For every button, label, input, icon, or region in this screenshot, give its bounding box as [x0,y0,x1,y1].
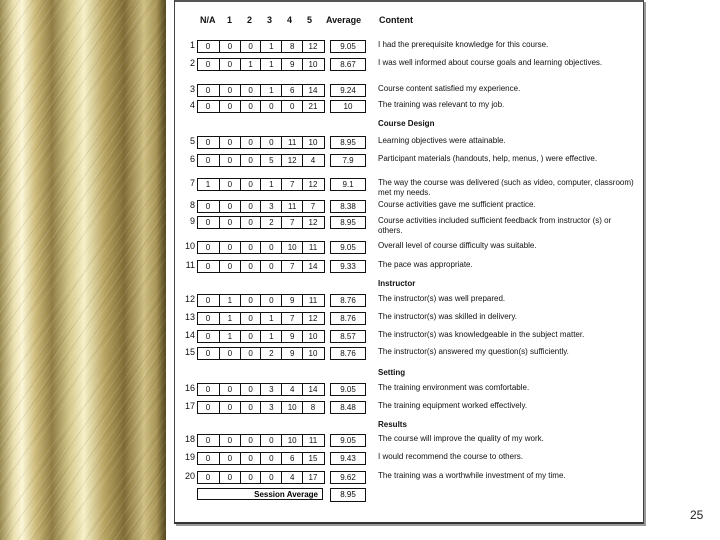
rating-count-cell: 1 [219,313,240,324]
rating-count-cell: 7 [281,179,302,190]
rating-count-cell: 0 [240,85,261,96]
section-results: Results [378,420,407,429]
section-setting: Setting [378,368,406,377]
rating-count-cell: 0 [219,59,240,70]
question-number: 16 [184,383,195,393]
rating-count-cell: 0 [240,402,261,413]
question-average: 8.48 [330,401,366,414]
rating-counts [197,401,325,414]
question-average: 9.1 [330,178,366,191]
question-number: 4 [189,100,195,110]
rating-count-cell: 0 [240,217,261,228]
header-content: Content [379,15,413,25]
rating-count-cell: 0 [240,155,261,166]
rating-count-cell: 11 [281,137,302,148]
question-text: Participant materials (handouts, help, menus, ) were effective. [378,154,598,163]
page-number: 25 [690,508,704,522]
rating-count-cell: 0 [219,201,240,212]
rating-count-cell: 0 [219,217,240,228]
rating-count-cell: 0 [205,86,211,95]
question-average: 8.76 [330,347,366,360]
question-number: 1 [189,40,195,50]
rating-counts [197,312,325,325]
rating-count-cell: 10 [302,59,323,70]
question-average: 8.95 [330,216,366,229]
rating-count-cell: 9 [281,331,302,342]
rating-count-cell: 0 [240,261,261,272]
rating-count-cell: 17 [302,472,323,483]
question-number: 3 [189,84,195,94]
rating-count-cell: 2 [260,348,281,359]
drape-shadow [156,0,166,540]
rating-count-cell: 0 [205,138,211,147]
rating-count-cell: 0 [240,453,261,464]
rating-count-cell: 6 [281,453,302,464]
question-text: The pace was appropriate. [378,260,473,269]
rating-counts [197,200,325,213]
question-number: 8 [189,200,195,210]
rating-count-cell: 0 [260,261,281,272]
rating-count-cell: 1 [205,180,211,189]
rating-counts [197,471,325,484]
rating-count-cell: 2 [260,217,281,228]
rating-count-cell: 0 [219,242,240,253]
rating-count-cell: 0 [219,101,240,112]
rating-count-cell: 0 [219,472,240,483]
rating-count-cell: 0 [240,179,261,190]
rating-counts [197,294,325,307]
drape-texture [0,0,166,540]
rating-counts [197,452,325,465]
question-text: Learning objectives were attainable. [378,136,506,145]
rating-count-cell: 1 [260,59,281,70]
question-average: 9.33 [330,260,366,273]
question-number: 6 [189,154,195,164]
question-number: 11 [185,260,195,270]
rating-count-cell: 0 [260,453,281,464]
rating-count-cell: 3 [260,384,281,395]
rating-counts [197,260,325,273]
rating-count-cell: 4 [281,384,302,395]
rating-count-cell: 1 [240,59,261,70]
rating-count-cell: 12 [302,179,323,190]
rating-count-cell: 0 [240,384,261,395]
question-number: 12 [184,294,195,304]
rating-count-cell: 0 [219,155,240,166]
rating-count-cell: 11 [302,295,323,306]
question-number: 5 [189,136,195,146]
rating-count-cell: 7 [302,201,323,212]
rating-count-cell: 15 [302,453,323,464]
question-average: 8.38 [330,200,366,213]
rating-count-cell: 0 [240,348,261,359]
rating-count-cell: 0 [260,137,281,148]
question-text: I would recommend the course to others. [378,452,523,461]
rating-count-cell: 1 [260,331,281,342]
rating-count-cell: 4 [281,472,302,483]
rating-count-cell: 0 [240,137,261,148]
question-text: The training equipment worked effectively. [378,401,528,410]
rating-count-cell: 0 [205,218,211,227]
rating-count-cell: 11 [302,242,323,253]
question-text: Overall level of course difficulty was suitable. [378,241,537,250]
rating-count-cell: 12 [302,41,323,52]
rating-count-cell: 0 [205,473,211,482]
question-average: 9.05 [330,40,366,53]
rating-counts [197,241,325,254]
rating-count-cell: 8 [302,402,323,413]
rating-count-cell: 0 [205,60,211,69]
rating-count-cell: 9 [281,348,302,359]
question-average: 10 [330,100,366,113]
rating-counts [197,58,325,71]
rating-count-cell: 10 [302,137,323,148]
rating-count-cell: 7 [281,261,302,272]
rating-count-cell: 0 [205,243,211,252]
rating-count-cell: 9 [281,59,302,70]
rating-count-cell: 0 [240,201,261,212]
question-average: 8.95 [330,136,366,149]
rating-count-cell: 1 [219,331,240,342]
rating-count-cell: 14 [302,261,323,272]
rating-count-cell: 0 [219,453,240,464]
rating-count-cell: 0 [240,472,261,483]
question-number: 13 [184,312,195,322]
rating-count-cell: 10 [281,402,302,413]
rating-count-cell: 0 [281,101,302,112]
rating-count-cell: 0 [219,261,240,272]
rating-count-cell: 0 [240,331,261,342]
rating-count-cell: 0 [219,402,240,413]
rating-counts [197,154,325,167]
question-average: 9.24 [330,84,366,97]
question-text: The instructor(s) was knowledgeable in the subject matter. [378,330,585,339]
question-average: 7.9 [330,154,366,167]
rating-count-cell: 1 [260,85,281,96]
rating-count-cell: 0 [240,313,261,324]
rating-count-cell: 1 [260,41,281,52]
question-number: 9 [189,216,195,226]
rating-count-cell: 3 [260,201,281,212]
rating-count-cell: 0 [240,242,261,253]
question-average: 9.05 [330,383,366,396]
section-instructor: Instructor [378,279,416,288]
question-text: The training environment was comfortable. [378,383,530,392]
rating-count-cell: 10 [302,348,323,359]
rating-count-cell: 0 [205,202,211,211]
rating-count-cell: 0 [240,435,261,446]
question-number: 15 [184,347,195,357]
rating-count-cell: 0 [205,403,211,412]
rating-count-cell: 5 [260,155,281,166]
rating-count-cell: 0 [260,295,281,306]
question-average: 9.62 [330,471,366,484]
rating-count-cell: 11 [302,435,323,446]
question-average: 8.76 [330,294,366,307]
rating-count-cell: 11 [281,201,302,212]
rating-count-cell: 0 [260,101,281,112]
rating-count-cell: 0 [219,435,240,446]
question-average: 8.57 [330,330,366,343]
rating-count-cell: 0 [205,436,211,445]
rating-count-cell: 0 [219,179,240,190]
rating-count-cell: 12 [302,217,323,228]
rating-count-cell: 0 [240,101,261,112]
rating-count-cell: 0 [260,472,281,483]
question-text: I had the prerequisite knowledge for this course. [378,40,549,49]
question-number: 19 [184,452,195,462]
question-text: The instructor(s) answered my question(s) sufficiently. [378,347,569,356]
rating-count-cell: 0 [205,102,211,111]
rating-count-cell: 0 [260,435,281,446]
question-text: Course activities included sufficient feedback from instructor (s) or others. [378,216,612,235]
rating-count-cell: 0 [219,384,240,395]
question-number: 17 [184,401,195,411]
question-average: 9.43 [330,452,366,465]
rating-count-cell: 0 [260,242,281,253]
header-3: 3 [267,15,273,25]
question-text: The training was relevant to my job. [378,100,505,109]
rating-count-cell: 0 [219,348,240,359]
rating-count-cell: 0 [205,262,211,271]
rating-count-cell: 0 [240,295,261,306]
rating-count-cell: 12 [302,313,323,324]
rating-count-cell: 10 [302,331,323,342]
question-text: The instructor(s) was skilled in delivery. [378,312,518,321]
header-2: 2 [247,15,253,25]
rating-count-cell: 14 [302,85,323,96]
rating-count-cell: 8 [281,41,302,52]
rating-counts [197,330,325,343]
header-5: 5 [307,15,313,25]
rating-counts [197,216,325,229]
question-number: 18 [184,434,195,444]
rating-count-cell: 21 [302,101,323,112]
rating-counts [197,383,325,396]
question-number: 10 [184,241,195,251]
rating-counts [197,84,325,97]
header-average: Average [326,15,362,25]
decorative-drape [0,0,166,540]
rating-count-cell: 7 [281,313,302,324]
rating-count-cell: 0 [205,454,211,463]
rating-count-cell: 0 [219,41,240,52]
question-text: Course content satisfied my experience. [378,84,521,93]
rating-count-cell: 14 [302,384,323,395]
session-average-value: 8.95 [330,488,366,502]
rating-count-cell: 0 [219,85,240,96]
question-text: Course activities gave me sufficient practice. [378,200,536,209]
question-text: The way the course was delivered (such as video, computer, classroom) met my needs. [378,178,634,197]
rating-count-cell: 10 [281,242,302,253]
rating-count-cell: 4 [302,155,323,166]
question-number: 7 [189,178,195,188]
rating-count-cell: 0 [205,349,211,358]
question-number: 20 [184,471,195,481]
rating-count-cell: 0 [205,42,211,51]
rating-count-cell: 12 [281,155,302,166]
survey-sheet [174,0,644,524]
rating-count-cell: 0 [219,137,240,148]
question-average: 8.76 [330,312,366,325]
question-average: 9.05 [330,434,366,447]
rating-count-cell: 0 [205,385,211,394]
header-4: 4 [287,15,293,25]
header-1: 1 [227,15,233,25]
rating-counts [197,136,325,149]
rating-count-cell: 1 [219,295,240,306]
question-text: I was well informed about course goals and learning objectives. [378,58,603,67]
question-text: The instructor(s) was well prepared. [378,294,506,303]
section-course-design: Course Design [378,119,435,128]
rating-count-cell: 1 [260,313,281,324]
rating-count-cell: 9 [281,295,302,306]
rating-counts [197,40,325,53]
rating-counts [197,178,325,191]
question-text: The training was a worthwhile investment of my time. [378,471,566,480]
question-average: 9.05 [330,241,366,254]
question-average: 8.67 [330,58,366,71]
rating-count-cell: 0 [205,332,211,341]
rating-counts [197,434,325,447]
rating-count-cell: 0 [240,41,261,52]
question-number: 14 [184,330,195,340]
rating-count-cell: 0 [205,314,211,323]
header-na: N/A [200,15,216,25]
rating-count-cell: 0 [205,296,211,305]
sheet-top-rule [175,0,643,2]
rating-count-cell: 7 [281,217,302,228]
rating-count-cell: 6 [281,85,302,96]
rating-count-cell: 3 [260,402,281,413]
rating-count-cell: 10 [281,435,302,446]
question-text: The course will improve the quality of my work. [378,434,544,443]
rating-counts [197,100,325,113]
rating-count-cell: 1 [260,179,281,190]
session-average-label: Session Average [197,488,323,500]
rating-count-cell: 0 [205,156,211,165]
rating-counts [197,347,325,360]
question-number: 2 [189,58,195,68]
